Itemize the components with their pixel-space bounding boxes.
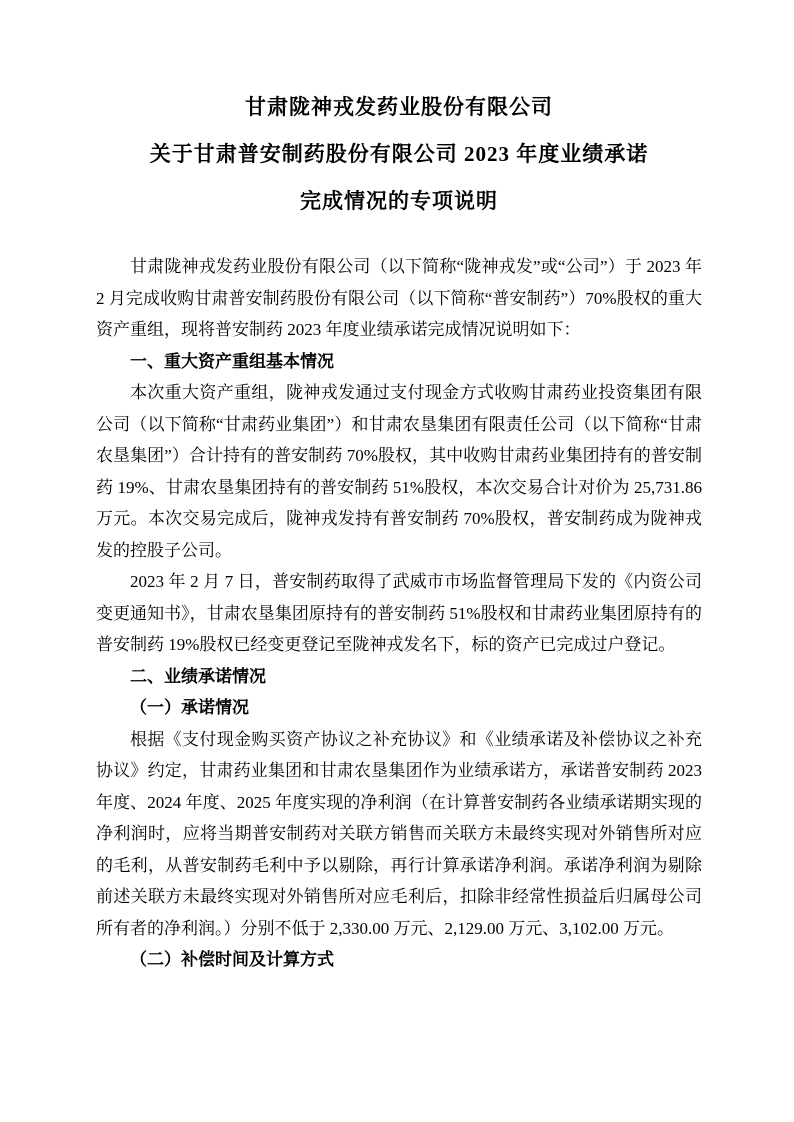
section-heading: 一、重大资产重组基本情况: [130, 351, 334, 371]
title-line-2: 关于甘肃普安制药股份有限公司 2023 年度业绩承诺: [149, 142, 649, 166]
paragraph: 根据《支付现金购买资产协议之补充协议》和《业绩承诺及补偿协议之补充协议》约定，甘肃药业集团和甘肃农垦集团作为业绩承诺方，承诺普安制药 2023 年度、2024 年度、2025 年度实现的净利润（在计算普安制药各业绩承诺期实现的净利润时，应将当期普安制药对关联方销售而关联方未最终实现对外销售所对应的毛利，从普安制药毛利中予以剔除，再行计算承诺净利润。承诺净利润为剔除前述关联方未最终实现对外销售所对应毛利后，扣除非经常性损益后归属母公司所有者的净利润。）分别不低于 2,330.00 万元、2,129.00 万元、3,102.00 万元。: [96, 729, 702, 938]
paragraph: 甘肃陇神戎发药业股份有限公司（以下简称“陇神戎发”或“公司”）于 2023 年 2 月完成收购甘肃普安制药股份有限公司（以下简称“普安制药”）70%股权的重大资产重组，现将普安制药 2023 年度业绩承诺完成情况说明如下：: [96, 257, 702, 339]
section-heading: （一）承诺情况: [130, 698, 249, 717]
title-line-1: 甘肃陇神戎发药业股份有限公司: [245, 95, 553, 119]
title-line-3: 完成情况的专项说明: [300, 189, 498, 213]
section-heading: 二、业绩承诺情况: [130, 666, 266, 686]
paragraph: 本次重大资产重组，陇神戎发通过支付现金方式收购甘肃药业投资集团有限公司（以下简称“甘肃药业集团”）和甘肃农垦集团有限责任公司（以下简称“甘肃农垦集团”）合计持有的普安制药 70%股权，其中收购甘肃药业集团持有的普安制药 19%、甘肃农垦集团持有的普安制药 51%股权，本次交易合计对价为 25,731.86 万元。本次交易完成后，陇神戎发持有普安制药 70%股权，普安制药成为陇神戎发的控股子公司。: [96, 383, 702, 560]
document-body: [96, 251, 702, 976]
paragraph: 2023 年 2 月 7 日，普安制药取得了武威市市场监督管理局下发的《内资公司变更通知书》，甘肃农垦集团原持有的普安制药 51%股权和甘肃药业集团原持有的普安制药 19%股权已经变更登记至陇神戎发名下，标的资产已完成过户登记。: [96, 572, 702, 654]
section-heading: （二）补偿时间及计算方式: [130, 950, 334, 969]
document-title: [96, 84, 702, 225]
